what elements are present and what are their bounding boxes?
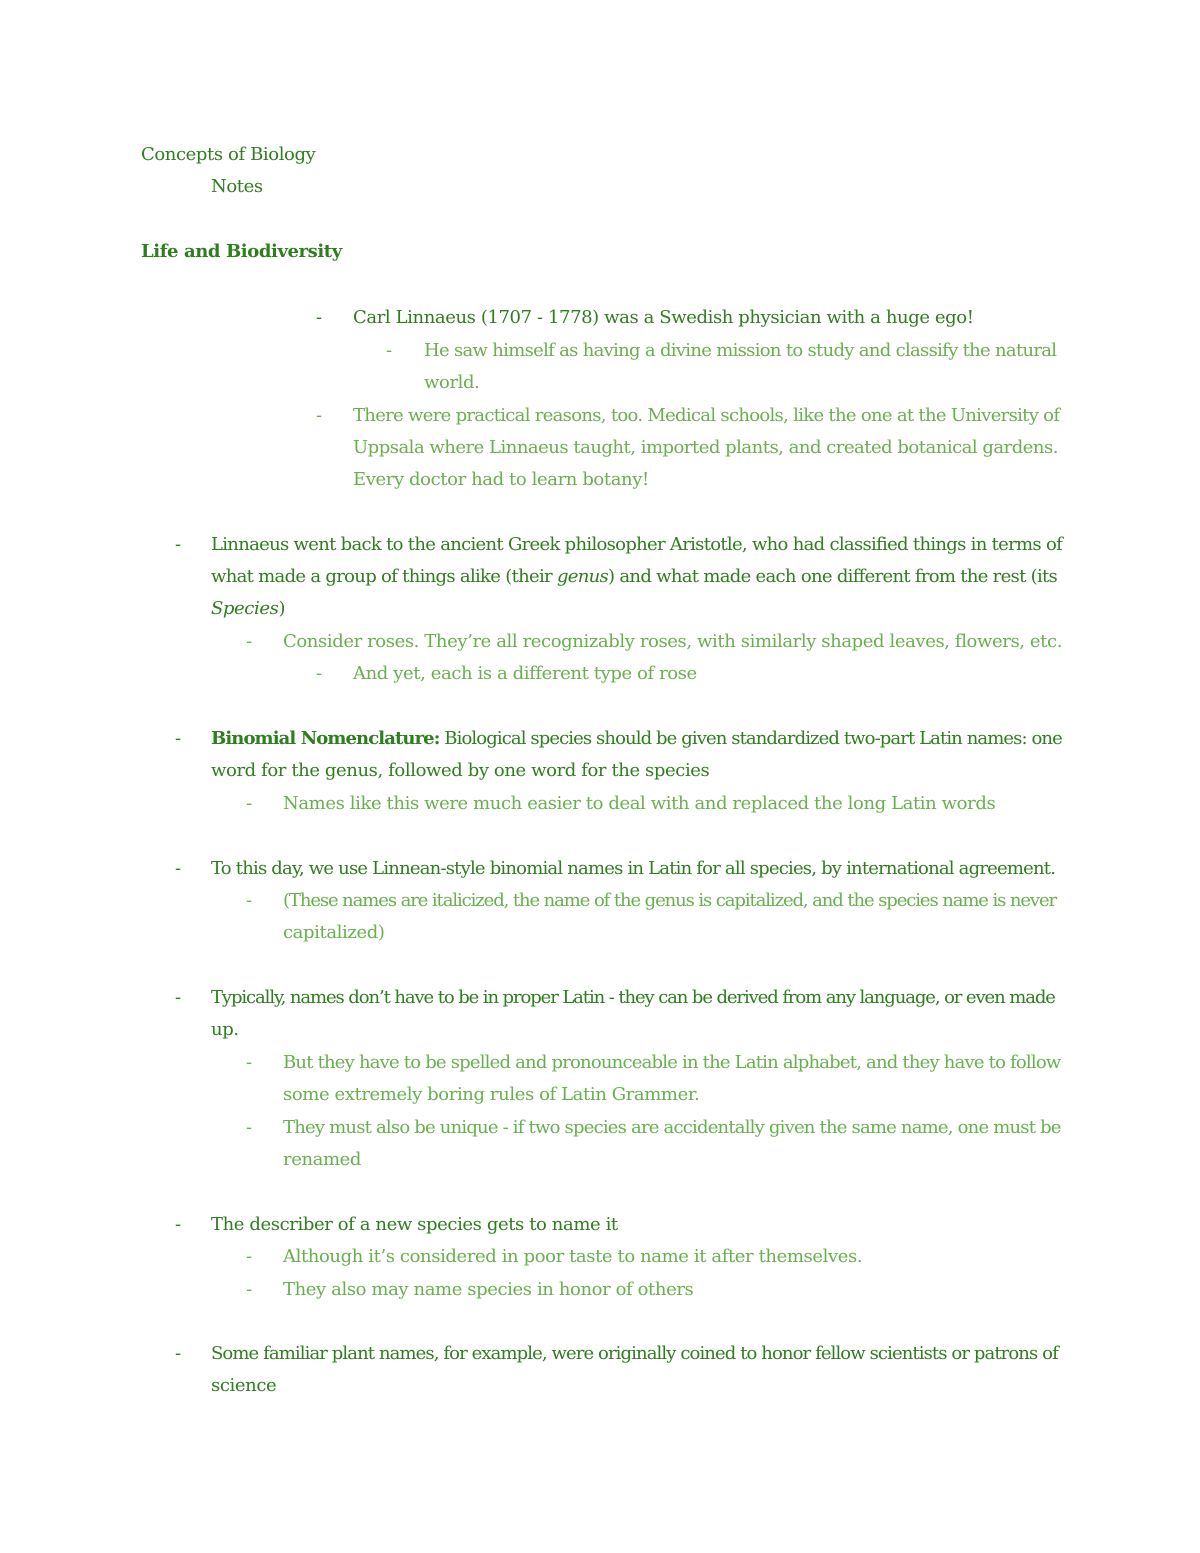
bullet-dash: - [175, 1343, 182, 1364]
bullet-text [211, 727, 1062, 751]
sub-bullet-text: capitalized) [283, 922, 385, 943]
bullet-text: Carl Linnaeus (1707 - 1778) was a Swedish physician with a huge ego! [353, 307, 974, 328]
sub-bullet-dash: - [246, 1279, 253, 1300]
sub-bullet-dash: - [246, 1117, 253, 1138]
bullet-text [211, 597, 285, 621]
sub-bullet-text: Consider roses. They’re all recognizably roses, with similarly shaped leaves, flowers, etc. [283, 631, 1063, 652]
document-subtitle: Notes [211, 176, 263, 197]
italic-term: genus [556, 566, 609, 587]
text-run: what made a group of things alike (their [211, 566, 557, 587]
sub-bullet-text: renamed [283, 1149, 362, 1170]
sub-bullet-text: (These names are italicized, the name of the genus is capitalized, and the species name is never [283, 890, 1057, 911]
text-run: Biological species should be given standardized two-part Latin names: one [439, 728, 1062, 749]
italic-term: Species [211, 598, 279, 619]
sub-bullet-text: Every doctor had to learn botany! [353, 469, 649, 490]
sub-bullet-text: world. [424, 372, 480, 393]
bullet-text: Linnaeus went back to the ancient Greek philosopher Aristotle, who had classified things in terms of [211, 534, 1063, 555]
bullet-text: Some familiar plant names, for example, were originally coined to honor fellow scientists or patrons of [211, 1343, 1058, 1364]
sub-sub-bullet-text: And yet, each is a different type of rose [353, 663, 697, 684]
bullet-text: up. [211, 1019, 239, 1040]
sub-bullet-text: But they have to be spelled and pronounceable in the Latin alphabet, and they have to follow [283, 1052, 1061, 1073]
bullet-dash: - [175, 1214, 182, 1235]
bullet-dash: - [175, 728, 182, 749]
section-heading: Life and Biodiversity [141, 241, 342, 262]
sub-bullet-dash: - [246, 890, 253, 911]
sub-bullet-text: Uppsala where Linnaeus taught, imported plants, and created botanical gardens. [353, 437, 1058, 458]
text-run: ) and what made each one different from the rest (its [608, 566, 1058, 587]
bullet-dash: - [316, 307, 323, 328]
bold-term: Binomial Nomenclature: [211, 728, 440, 749]
bullet-dash: - [175, 534, 182, 555]
bullet-dash: - [175, 987, 182, 1008]
bullet-text: To this day, we use Linnean-style binomial names in Latin for all species, by international agreement. [211, 858, 1056, 879]
text-run: ) [278, 598, 286, 619]
sub-bullet-dash: - [246, 631, 253, 652]
sub-bullet-text: Although it’s considered in poor taste to name it after themselves. [283, 1246, 863, 1267]
sub-bullet-dash: - [386, 340, 393, 361]
sub-bullet-text: some extremely boring rules of Latin Grammer. [283, 1084, 700, 1105]
sub-bullet-dash: - [316, 405, 323, 426]
bullet-text: The describer of a new species gets to name it [211, 1214, 618, 1235]
sub-sub-bullet-dash: - [316, 663, 323, 684]
bullet-text [211, 565, 1057, 589]
document-title: Concepts of Biology [141, 144, 316, 165]
sub-bullet-text: He saw himself as having a divine mission to study and classify the natural [424, 340, 1057, 361]
sub-bullet-dash: - [246, 793, 253, 814]
bullet-text: Typically, names don’t have to be in proper Latin - they can be derived from any language, or even made [211, 987, 1055, 1008]
sub-bullet-dash: - [246, 1246, 253, 1267]
sub-bullet-text: Names like this were much easier to deal with and replaced the long Latin words [283, 793, 996, 814]
bullet-text: science [211, 1375, 277, 1396]
bullet-text: word for the genus, followed by one word for the species [211, 760, 710, 781]
bullet-dash: - [175, 858, 182, 879]
sub-bullet-text: They also may name species in honor of others [283, 1279, 694, 1300]
sub-bullet-dash: - [246, 1052, 253, 1073]
sub-bullet-text: There were practical reasons, too. Medical schools, like the one at the University of [353, 405, 1060, 426]
sub-bullet-text: They must also be unique - if two species are accidentally given the same name, one must be [283, 1117, 1061, 1138]
